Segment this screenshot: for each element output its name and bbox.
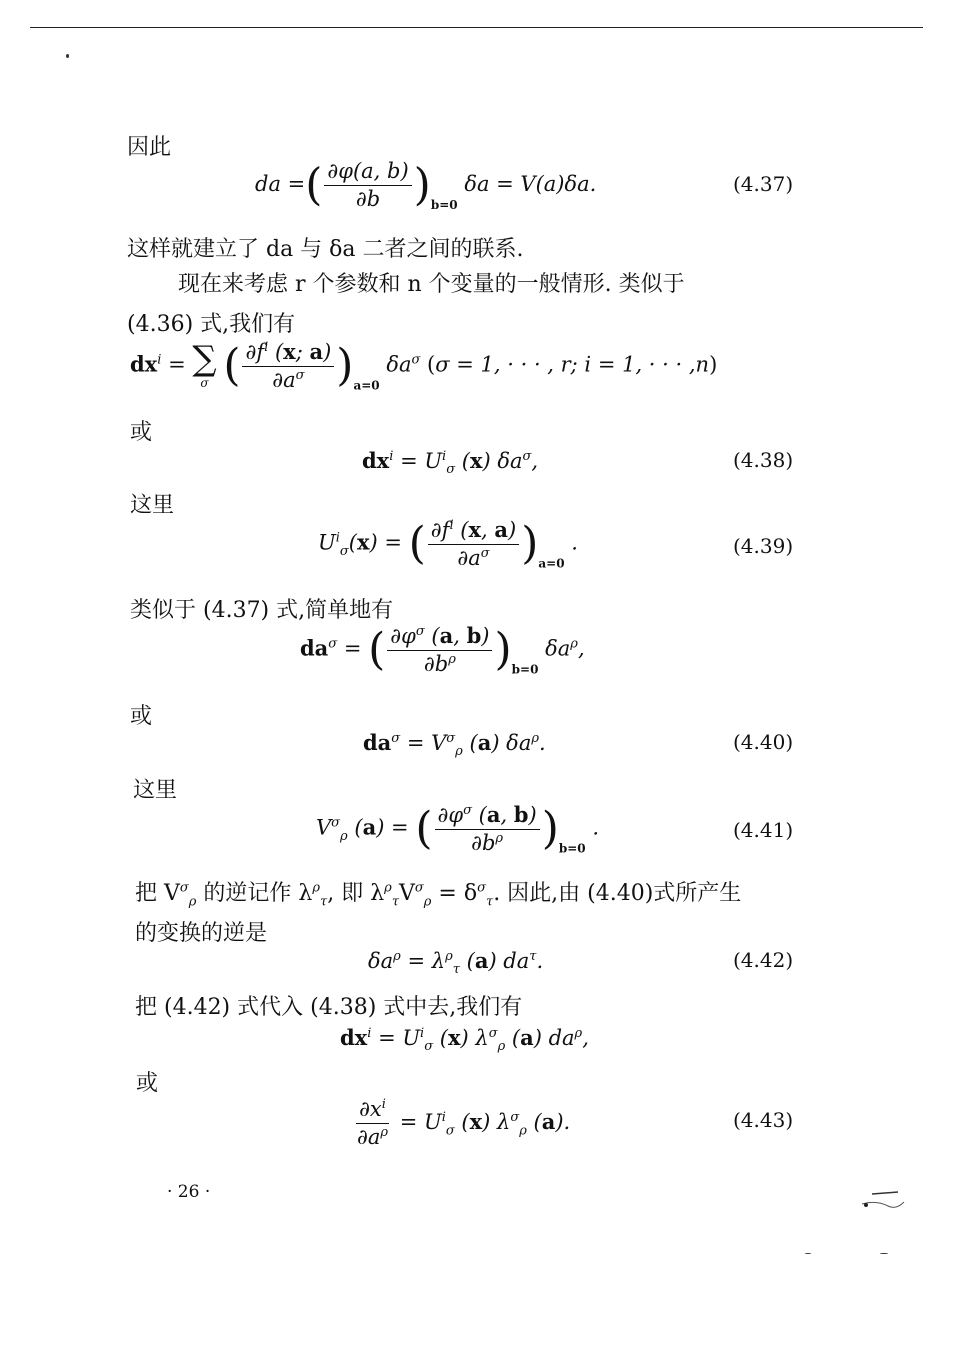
page-number: · 26 · [167,1182,211,1202]
text-line-4: (4.36) 式,我们有 [127,312,296,337]
text-line-12: 把 (4.42) 式代入 (4.38) 式中去,我们有 [135,995,523,1020]
equation-number-4-42: (4.42) [733,948,794,972]
text-line-1: 因此 [127,135,172,160]
equation-number-4-40: (4.40) [733,730,794,754]
equation-4-37: da =( $\frac{\partial\varphi(a, b)}{\partial b}$ )$_{b=0}$ δa = V(a)δa. [255,159,597,213]
equation-number-4-38: (4.38) [733,448,794,472]
text-line-3: 现在来考虑 r 个参数和 n 个变量的一般情形. 类似于 [178,272,685,297]
equation-4-39: $U^i_\sigma(x)$ = ( $\frac{\partial f^i (x, a)}{\partial a^\sigma}$ )$_{a=0}$ . [318,517,578,571]
equation-dxi-sum: $dx^i$ = ∑ σ ( $\frac{\partial f^i (x; a)}{\partial a^\sigma}$ )$_{a=0}$ $\delta a^\sigma$ (σ = 1, · · · , r; i = 1, · · · ,n) [130,339,718,393]
text-line-8: 或 [130,704,153,729]
equation-number-4-43: (4.43) [733,1108,794,1132]
text-line-10: 把 $V^\sigma_\rho$ 的逆记作 $\lambda^\rho_\tau$, 即 $\lambda^\rho_\tau V^\sigma_\rho = \delta^\sigma_\tau$. 因此,由 (4.40)式所产生 [135,880,742,910]
equation-4-43: $\frac{\partial x^i}{\partial a^\rho}$ = $U^i_\sigma$ (x) $\lambda^\sigma_\rho$ (a). [357,1097,571,1150]
text-line-13: 或 [136,1071,159,1096]
equation-4-42: $\delta a^\rho = \lambda^\rho_\tau$ (a) $da^\tau$. [368,948,544,978]
header-rule [30,27,923,28]
equation-4-41: $V^\sigma_\rho$ (a) = ( $\frac{\partial\varphi^\sigma (a, b)}{\partial b^\rho}$ )$_{b=0}$ . [316,802,600,856]
speck [805,1253,811,1254]
text-line-9: 这里 [133,778,178,803]
equation-dasigma: $da^\sigma$ = ( $\frac{\partial\varphi^\sigma (a, b)}{\partial b^\rho}$ )$_{b=0}$ $\delta a^\rho$, [300,623,585,677]
text-line-11: 的变换的逆是 [135,921,268,946]
text-line-5: 或 [130,420,153,445]
equation-4-40: $da^\sigma = V^\sigma_\rho$ (a) $\delta a^\rho$. [363,730,546,760]
equation-dxi-chain: $dx^i = U^i_\sigma$ (x) $\lambda^\sigma_\rho$ (a) $da^\rho$, [340,1025,589,1055]
equation-4-38: $dx^i = U^i_\sigma$ (x) $\delta a^\sigma$, [362,448,539,478]
equation-number-4-37: (4.37) [733,172,794,196]
speck [66,54,69,58]
equation-number-4-39: (4.39) [733,534,794,558]
speck [880,1253,888,1254]
text-line-6: 这里 [130,493,175,518]
scan-smudge [858,1188,908,1218]
text-line-7: 类似于 (4.37) 式,简单地有 [130,598,394,623]
text-line-2: 这样就建立了 da 与 δa 二者之间的联系. [127,237,524,262]
equation-number-4-41: (4.41) [733,818,794,842]
